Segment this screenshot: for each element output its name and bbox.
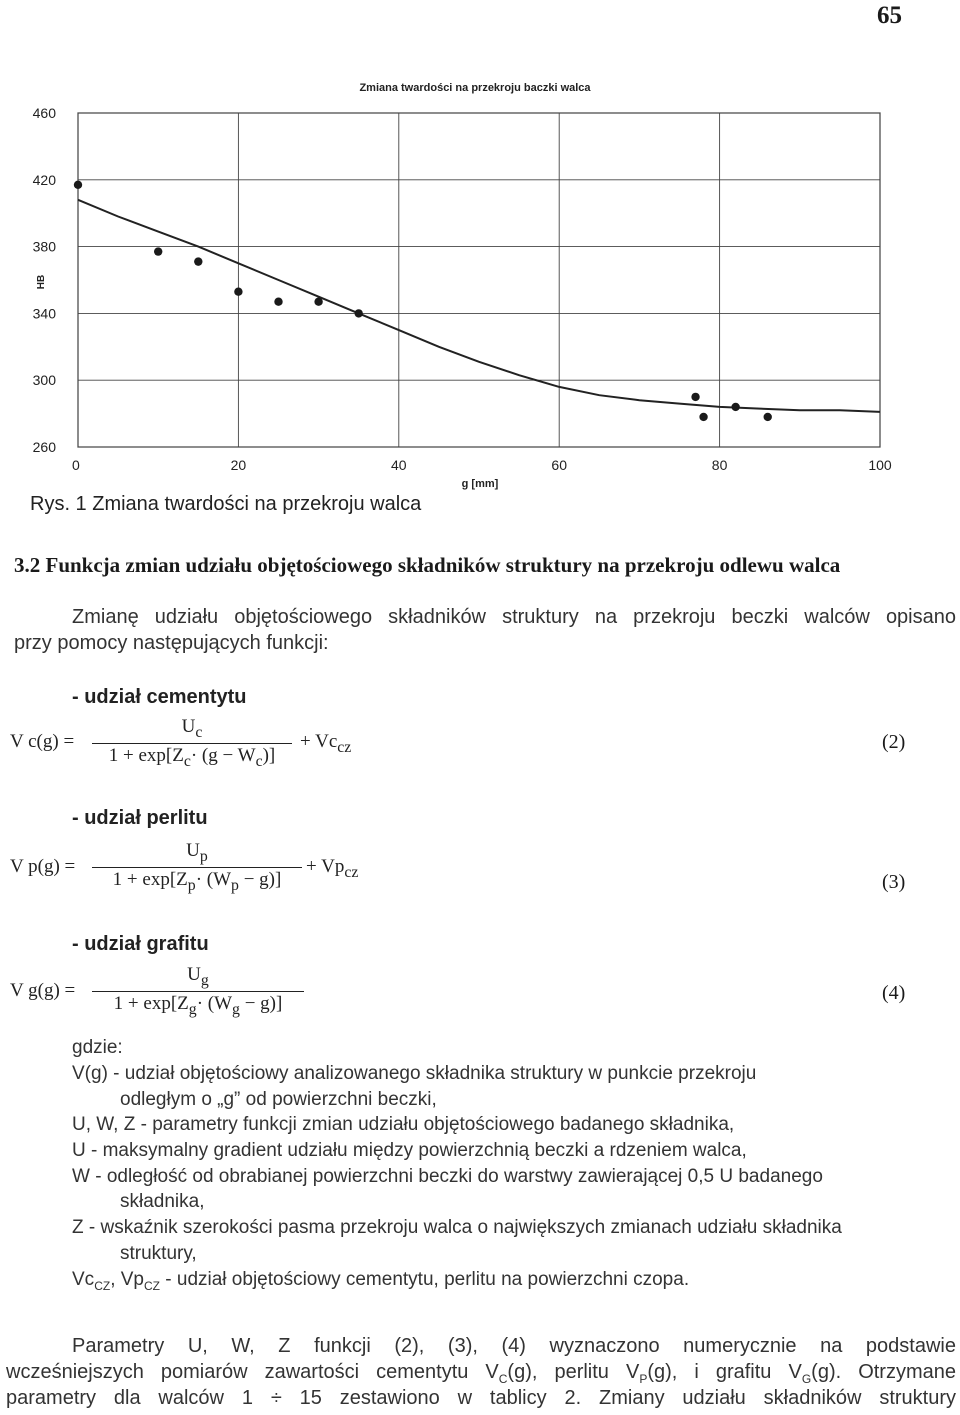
eq2-number: (2) xyxy=(882,731,906,753)
data-point xyxy=(194,257,202,265)
closing-line-2: wcześniejszych pomiarów zawartości cementytu $V_C(g)$, perlitu $V_P(g)$, i grafitu $V_G(g)$. Otrzymane xyxy=(6,1361,956,1386)
y-tick-label: 340 xyxy=(32,305,56,322)
data-point xyxy=(314,298,322,306)
eq2-tail: + $Vc_{cz}$ xyxy=(300,731,352,756)
x-axis-label: g [mm] xyxy=(461,478,499,490)
data-point xyxy=(691,393,699,401)
x-tick-label: 60 xyxy=(551,457,567,473)
figure-caption: Rys. 1 Zmiana twardości na przekroju walca xyxy=(30,493,422,515)
bullet-cementite: - udział cementytu xyxy=(72,686,247,708)
glossary-z: Z - wskaźnik szerokości pasma przekroju walca o największych zmianach udziału składnika xyxy=(72,1217,842,1238)
eq4-numerator: $U_g$ xyxy=(92,964,304,992)
data-point xyxy=(355,309,363,317)
y-tick-label: 420 xyxy=(32,171,56,188)
intro-line-1: Zmianę udziału objętościowego składników struktury na przekroju beczki walców opisano xyxy=(72,606,956,628)
eq3-tail: + $Vp_{cz}$ xyxy=(306,856,359,881)
page-number: 65 xyxy=(877,2,902,29)
plot-frame xyxy=(78,113,880,447)
bullet-graphite: - udział grafitu xyxy=(72,933,209,955)
y-axis-label: HB xyxy=(36,274,47,290)
y-tick-label: 300 xyxy=(32,372,56,389)
y-tick-label: 380 xyxy=(32,238,56,255)
eq4-fraction xyxy=(92,964,304,1019)
chart-grid xyxy=(78,113,880,447)
eq3-denominator: $1 + \exp[Z_p\cdot (W_p - g)]$ xyxy=(112,868,282,894)
data-point xyxy=(274,298,282,306)
data-points xyxy=(74,181,772,422)
hardness-chart xyxy=(0,70,960,490)
section-heading: 3.2 Funkcja zmian udziału objętościowego składników struktury na przekroju odlewu walca xyxy=(14,553,841,577)
eq4-number: (4) xyxy=(882,982,906,1004)
eq3-number: (3) xyxy=(882,871,906,893)
x-tick-label: 80 xyxy=(711,457,728,473)
chart-title: Zmiana twardości na przekroju baczki walca xyxy=(359,82,591,94)
closing-line-3: parametry dla walców 1 ÷ 15 zestawiono w tablicy 2. Zmiany udziału składników struktury xyxy=(6,1387,956,1409)
eq2-numerator: $U_c$ xyxy=(92,716,292,744)
glossary-vcz: $Vc_{CZ}$, $Vp_{CZ}$ - udział objętościowy cementytu, perlitu na powierzchni czopa. xyxy=(72,1269,690,1293)
x-tick-label: 40 xyxy=(391,457,407,473)
eq3-numerator: $U_p$ xyxy=(92,840,302,868)
data-point xyxy=(234,287,242,295)
data-point xyxy=(699,413,707,421)
x-tick-label: 100 xyxy=(868,457,892,473)
glossary-v: V(g) - udział objętościowy analizowanego składnika struktury w punkcie przekroju xyxy=(72,1063,757,1084)
data-point xyxy=(764,413,772,421)
glossary-w-cont: składnika, xyxy=(120,1191,205,1212)
eq3-fraction xyxy=(92,840,302,895)
eq3-lhs: V p(g) = xyxy=(10,856,76,877)
data-point xyxy=(74,181,82,189)
data-point xyxy=(731,403,739,411)
eq2-fraction xyxy=(92,716,292,771)
closing-line-1: Parametry U, W, Z funkcji (2), (3), (4) wyznaczono numerycznie na podstawie xyxy=(72,1335,956,1357)
glossary-uwz: U, W, Z - parametry funkcji zmian udziału objętościowego badanego składnika, xyxy=(72,1114,735,1135)
eq2-denominator: $1 + \exp[Z_c\cdot (g - W_c)]$ xyxy=(108,744,276,770)
eq4-lhs: V g(g) = xyxy=(10,980,76,1001)
x-axis-ticks xyxy=(72,457,892,473)
glossary-intro: gdzie: xyxy=(72,1037,123,1058)
bullet-pearlite: - udział perlitu xyxy=(72,807,208,829)
eq4-denominator: $1 + \exp[Z_g\cdot (W_g - g)]$ xyxy=(113,992,283,1018)
x-tick-label: 20 xyxy=(230,457,247,473)
eq2-lhs: V c(g) = xyxy=(10,731,75,752)
data-point xyxy=(154,247,162,255)
glossary-u: U - maksymalny gradient udziału między powierzchnią beczki a rdzeniem walca, xyxy=(72,1140,747,1161)
glossary-v-cont: odległym o „g” od powierzchni beczki, xyxy=(120,1089,437,1110)
glossary-z-cont: struktury, xyxy=(120,1243,197,1264)
y-tick-label: 460 xyxy=(32,105,56,121)
glossary-w: W - odległość od obrabianej powierzchni beczki do warstwy zawierającej 0,5 U badanego xyxy=(72,1166,823,1187)
x-tick-label: 0 xyxy=(72,457,80,473)
y-tick-label: 260 xyxy=(32,439,56,455)
intro-line-2: przy pomocy następujących funkcji: xyxy=(14,632,329,654)
